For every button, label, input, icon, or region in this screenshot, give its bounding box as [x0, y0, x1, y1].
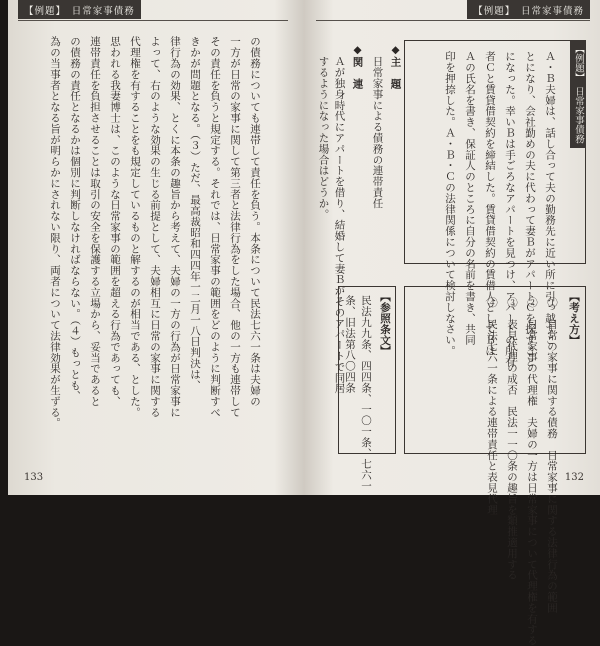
book-spread	[8, 0, 600, 646]
reference-box	[338, 286, 396, 492]
example-line-1: Ａ・Ｂ夫婦は、話し合って夫の勤務先に近い所に引っ越すこ	[544, 51, 556, 346]
reference-label: 【参照条文】	[379, 291, 391, 357]
left-text-column-2: 一方が日常の家事に関して第三者と法律行為をした場合、他の一方も連帯して	[229, 36, 241, 418]
diamond-icon: ◆	[389, 44, 402, 57]
points-line-3: ③ 表見代理の成否 民法一一〇条の趣旨を類推適用する	[506, 297, 518, 581]
topic-label-text: 主 題	[389, 56, 402, 90]
points-line-1: ① 日常の家事に関する債務 日常家事に関する法律行為の範囲	[546, 297, 558, 614]
left-text-column-4: きかが問題となる。（３）ただ、最高裁昭和四四年一二月一八日判決は、	[189, 36, 201, 391]
left-text-column-3: その責任を負うと規定する。それでは、日常家事の範囲をどのように判断すべ	[209, 36, 221, 418]
topic-label	[388, 44, 403, 104]
example-line-5: Ａの氏名を書き、保証人のところに自分の名前を書き、共同	[464, 51, 476, 346]
example-line-3: になった。幸いＢは手ごろなアパートを見つけ、アパートの所有	[504, 51, 516, 368]
left-page	[8, 0, 296, 495]
left-text-column-1: の債務についても連帯して責任を負う。本条について民法七六一条は夫婦の	[249, 36, 261, 407]
left-text-column-8: 思われる我妻博士は、このような日常家事の範囲を超える行為であっても、	[109, 36, 121, 407]
related-label-text: 関 連	[351, 56, 364, 90]
left-text-column-9: 連帯責任を負担させることは取引の安全を保護する立場から、妥当であると	[89, 36, 101, 407]
right-page	[308, 0, 600, 646]
right-page-header: 【例題】 日常家事債務	[467, 0, 590, 19]
points-line-2: ② 日常家事の代理権 夫婦の一方は日常家事について代理権を有する	[526, 297, 538, 646]
left-page-number: 133	[24, 472, 44, 483]
left-text-column-7: 代理権を有することをも規定しているものと解するのが相当である、とした。	[129, 36, 141, 418]
left-text-column-11: 為の当事者となる旨が明らかにされない限り、両者について法律効果が生ずる。	[49, 36, 61, 429]
example-line-2: とになり、会社勤めの夫に代わって妻ＢがアパートＣを探すこと	[524, 51, 536, 368]
diamond-icon: ◆	[351, 44, 364, 57]
left-text-column-10: の債務の責任となるかは個別に判断しなければならない。（４）もっとも、	[69, 36, 81, 402]
left-text-column-5: 律行為の効果、とくに本条の趣旨から考えて、夫婦の一方の行為が日常家事に	[169, 36, 181, 418]
left-page-header: 【例題】 日常家事債務	[18, 0, 141, 19]
points-line-4: ④ 民法七六一条による連帯責任と表見代理	[486, 297, 498, 515]
example-line-4: 者Ｃと賃貸借契約を締結した。賃貸借契約の賃借人としてＢは	[484, 51, 496, 357]
left-text-column-6: よって、右のような効果の生じる前提として、夫婦相互に日常の家事に関する	[149, 36, 161, 418]
topic-text: 日常家事による債務の連帯責任	[371, 56, 384, 209]
reference-line-1: 民法九九条、四四条、一〇一条、七六一	[360, 295, 372, 492]
reference-line-2: 条、旧法第八〇四条	[344, 295, 356, 394]
points-label: 【考え方】	[568, 291, 580, 346]
related-text-1: Ａが独身時代にアパートを借り、結婚して妻Ｂがそのアパートで同居	[333, 56, 346, 394]
right-page-number: 132	[564, 472, 584, 483]
left-header-rule	[18, 20, 288, 21]
example-title: 【例題】 日常家事債務	[570, 40, 586, 148]
right-header-rule	[316, 20, 590, 21]
example-line-6: 印を押捺した。Ａ・Ｂ・Ｃの法律関係について検討しなさい。	[444, 51, 456, 357]
related-label	[350, 44, 365, 104]
related-text-2: するようになった場合はどうか。	[317, 56, 330, 220]
